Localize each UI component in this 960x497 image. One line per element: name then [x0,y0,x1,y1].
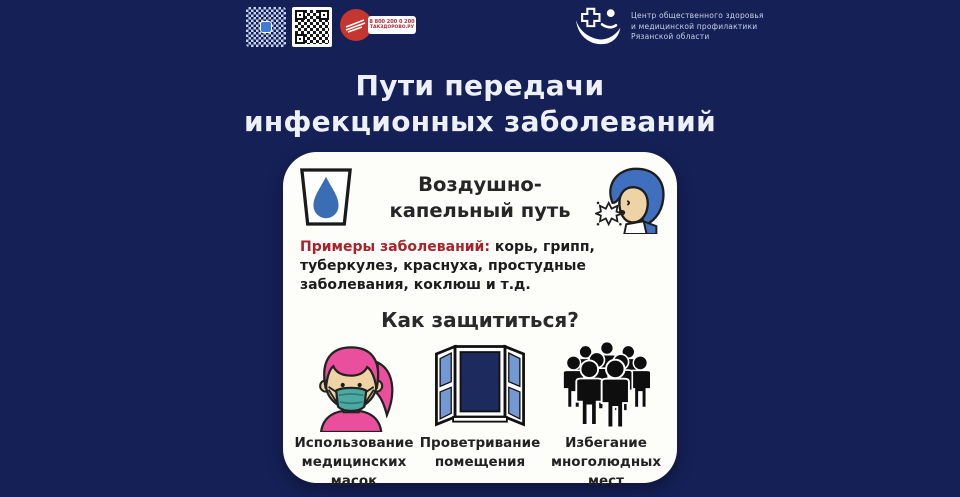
route-title: Воздушно-капельный путь [389,173,571,222]
page-title [0,68,960,140]
examples-text [300,238,663,295]
qr-finder-icon [319,10,329,20]
measure-icon-box [417,338,543,432]
crowd-icon [554,339,658,431]
sneezing-person-icon [595,162,673,234]
measure-label: Использование медицинских масок [294,435,414,489]
qr-center-logo [260,21,272,33]
glass-with-drop-icon [299,166,353,228]
protection-measures [283,332,677,491]
org-name-line2: и медицинской профилактики [631,21,758,31]
measure-icon-box [543,338,669,432]
org-name-line3: Рязанской области [631,32,710,42]
stamp-scribble-icon [344,16,368,34]
examples-label: Примеры заболеваний: [300,239,490,255]
airborne-route-card [283,152,677,489]
qr-code-dark [246,7,286,47]
hotline-site: ТАКЗДОРОВО.РУ [369,25,415,30]
examples-diseases: корь, грипп, туберкулез, краснуха, простудные заболевания, коклюш и т.д. [300,239,595,293]
measure-avoid-crowds [543,338,669,491]
page-title-line1: Пути передачи [355,69,605,102]
girl-with-mask-icon [302,338,406,432]
measure-icon-box [291,338,417,432]
hotline-label [368,16,416,34]
hotline-phone: 8 800 200 0 200 [369,19,415,25]
org-logo-block [570,3,764,51]
qr-code-light [292,7,332,47]
measure-ventilation [417,338,543,491]
measure-label: Избегание многолюдных мест [550,435,662,489]
health-center-emblem-icon [570,4,622,50]
protect-heading: Как защититься? [381,308,579,332]
org-name [631,11,764,43]
measure-medical-mask [291,338,417,491]
open-window-icon [429,340,531,430]
measure-label: Проветривание помещения [419,435,541,470]
qr-finder-icon [295,34,305,44]
header-strip [0,0,960,52]
org-name-line1: Центр общественного здоровья [631,11,764,21]
page-title-line2: инфекционных заболеваний [243,105,717,138]
qr-finder-icon [295,10,305,20]
